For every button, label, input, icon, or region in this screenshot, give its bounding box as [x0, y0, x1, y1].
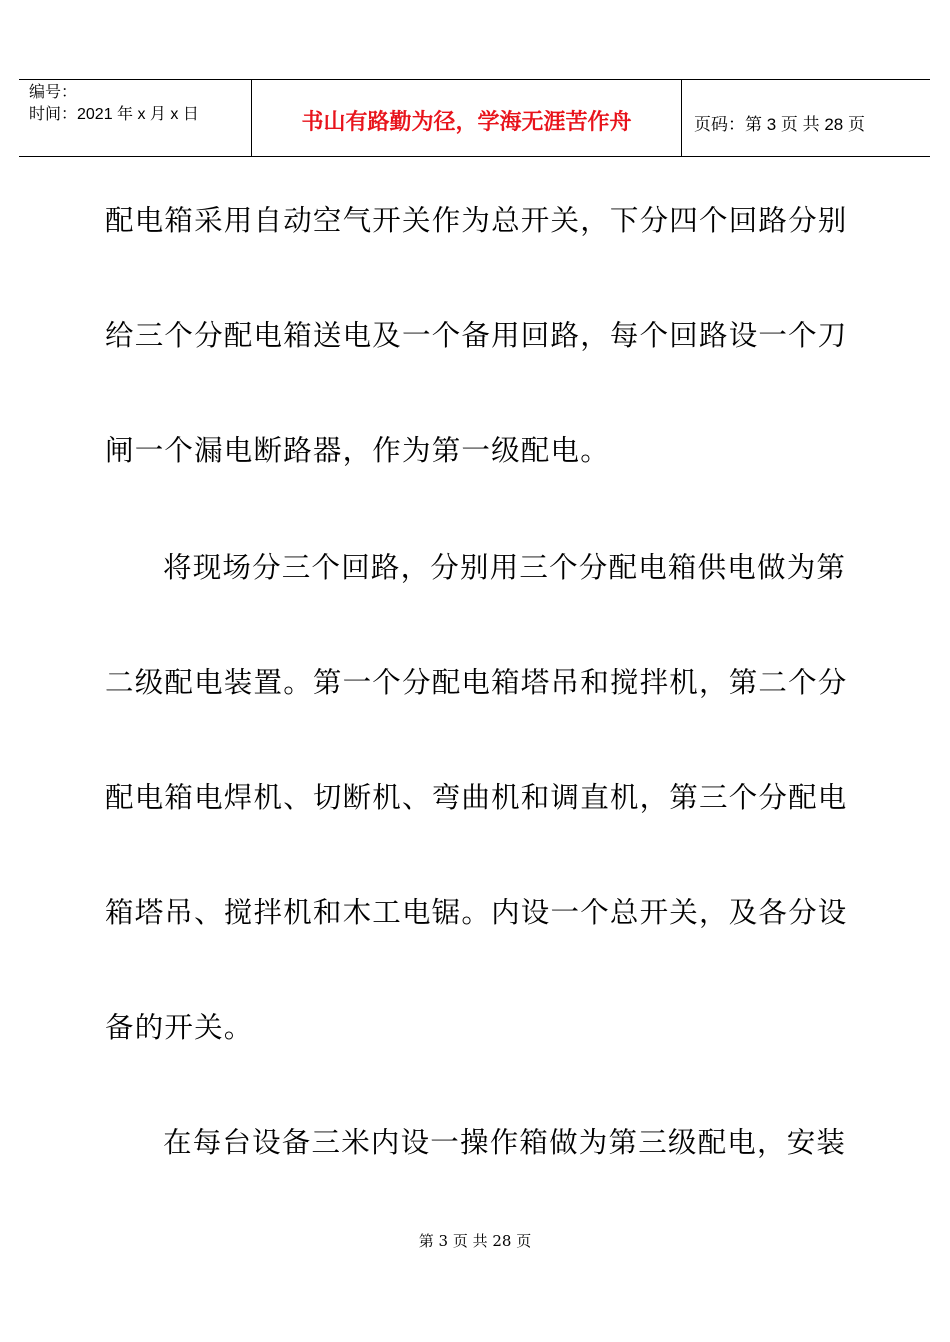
- doc-number-label: 编号：: [29, 84, 78, 101]
- text-line: 在每台设备三米内设一操作箱做为第三级配电，安装: [163, 1126, 847, 1159]
- text-line: 给三个分配电箱送电及一个备用回路，每个回路设一个刀: [105, 319, 848, 352]
- header-page-cell: [682, 80, 930, 156]
- text-line: 配电箱采用自动空气开关作为总开关，下分四个回路分别: [105, 204, 848, 237]
- text-line: 二级配电装置。第一个分配电箱塔吊和搅拌机，第二个分: [105, 666, 848, 699]
- body-paragraph-3: [105, 1085, 850, 1200]
- text-line: 将现场分三个回路，分别用三个分配电箱供电做为第: [163, 551, 847, 584]
- header-info-cell: [19, 80, 251, 156]
- body-paragraph-1: [105, 163, 850, 508]
- text-line: 备的开关。: [105, 1011, 254, 1044]
- text-line: 箱塔吊、搅拌机和木工电锯。内设一个总开关，及各分设: [105, 896, 848, 929]
- page-footer: 第 3 页 共 28 页: [418, 1232, 532, 1250]
- header-motto: 书山有路勤为径，学海无涯苦作舟: [301, 110, 632, 135]
- text-line: 配电箱电焊机、切断机、弯曲机和调直机，第三个分配电: [105, 781, 848, 814]
- header-page-code: 页码：第 3 页 共 28 页: [694, 115, 865, 134]
- body-paragraph-2: [105, 510, 850, 1085]
- document-header: [19, 79, 930, 157]
- doc-time-label: 时间：2021 年 x 月 x 日: [29, 106, 199, 123]
- header-motto-cell: [251, 80, 682, 156]
- text-line: 闸一个漏电断路器，作为第一级配电。: [105, 434, 610, 467]
